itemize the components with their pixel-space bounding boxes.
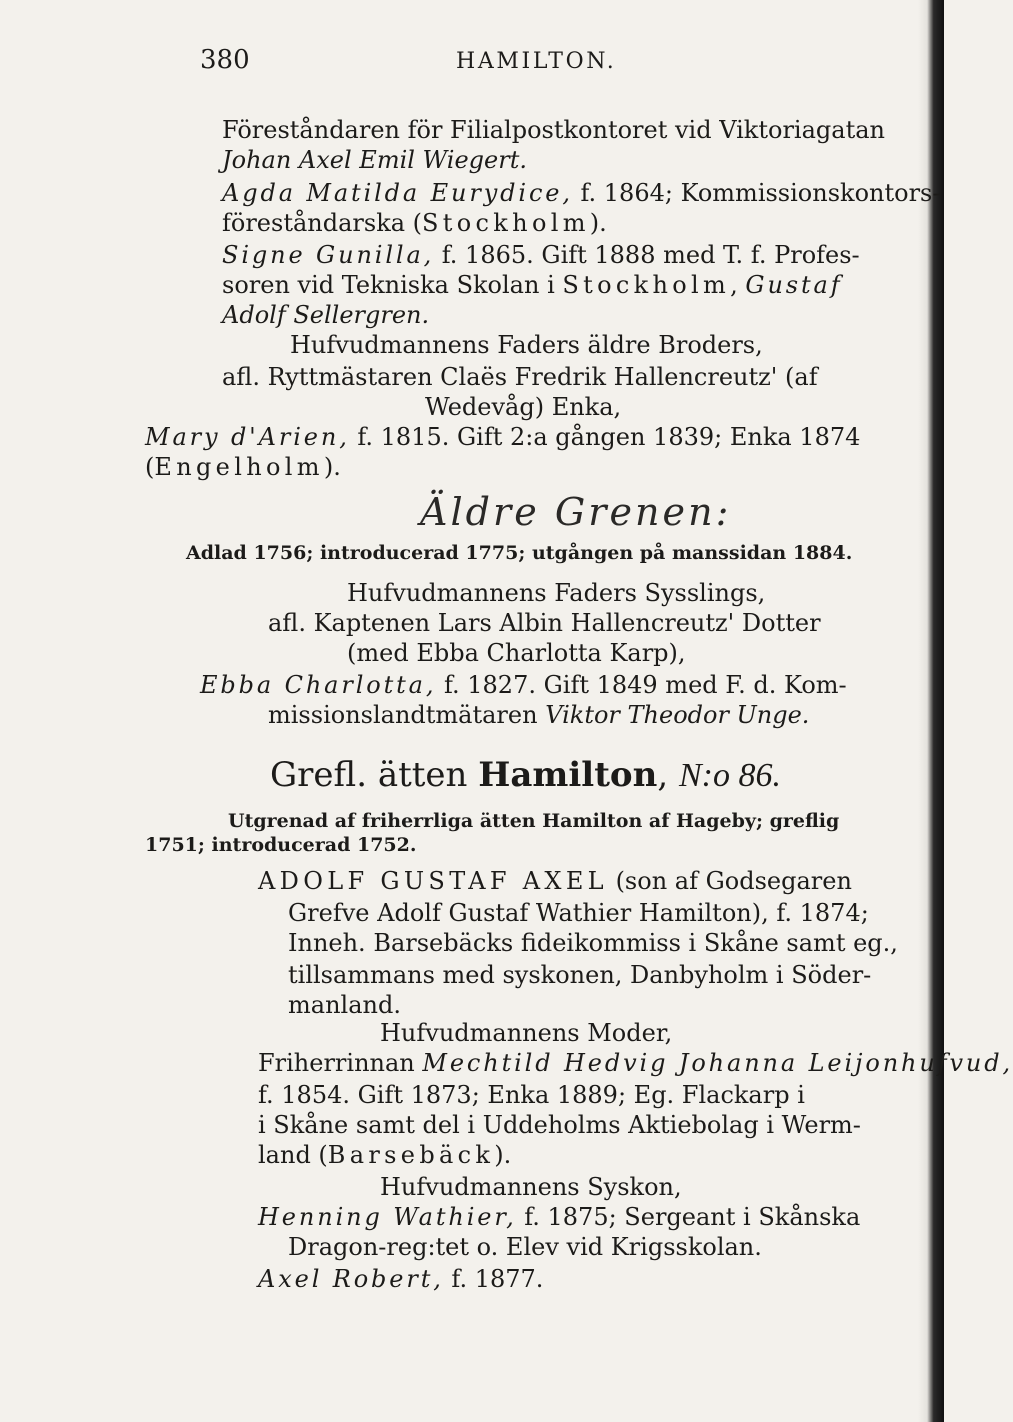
person-name: Adolf Sellergren. bbox=[222, 301, 430, 329]
text-line: f. 1854. Gift 1873; Enka 1889; Eg. Flackarp i bbox=[258, 1081, 805, 1109]
person-name: Agda Matilda Eurydice, bbox=[222, 179, 573, 207]
page-binding-edge bbox=[918, 0, 944, 1422]
place-name: Stockholm bbox=[562, 271, 731, 299]
text: Föreståndaren för Filialpostkontoret vid Viktoriagatan bbox=[222, 116, 885, 144]
person-name: Axel Robert, bbox=[258, 1265, 444, 1293]
family-heading bbox=[270, 755, 781, 795]
text-line bbox=[222, 240, 860, 270]
text-line bbox=[200, 670, 847, 700]
text-line bbox=[258, 866, 852, 896]
text: f. 1865. Gift 1888 med T. f. Profes- bbox=[434, 241, 860, 269]
place-name: Engelholm bbox=[154, 453, 324, 481]
text-line: tillsammans med syskonen, Danbyholm i Söder- bbox=[288, 961, 872, 989]
person-name: Henning Wathier, bbox=[258, 1203, 517, 1231]
text: f. 1815. Gift 2:a gången 1839; Enka 1874 bbox=[349, 423, 861, 451]
text-line bbox=[145, 422, 860, 452]
text: , bbox=[730, 271, 746, 299]
text-line bbox=[268, 700, 809, 730]
text: (son af Godsegaren bbox=[607, 867, 852, 895]
text: Friherrinnan bbox=[258, 1049, 423, 1077]
family-number: N:o 86. bbox=[678, 757, 781, 794]
head-of-family-name: ADOLF GUSTAF AXEL bbox=[258, 867, 608, 895]
text-line bbox=[145, 452, 341, 482]
page-number: 380 bbox=[200, 45, 250, 75]
section-heading: Äldre Grenen: bbox=[420, 490, 732, 534]
text-line: Hufvudmannens Faders äldre Broders, bbox=[290, 331, 763, 359]
text-line bbox=[222, 115, 892, 145]
text-line: Dragon-reg:tet o. Elev vid Krigsskolan. bbox=[288, 1233, 762, 1261]
running-header bbox=[200, 45, 617, 75]
text: ). bbox=[494, 1141, 512, 1169]
text: f. 1877. bbox=[443, 1265, 544, 1293]
text: ). bbox=[589, 209, 607, 237]
text-line: Hufvudmannens Syskon, bbox=[380, 1173, 682, 1201]
text-line bbox=[258, 1264, 543, 1294]
text-line: Adlad 1756; introducerad 1775; utgången på manssidan 1884. bbox=[186, 542, 853, 564]
text: f. 1827. Gift 1849 med F. d. Kom- bbox=[436, 671, 847, 699]
text-line bbox=[222, 178, 940, 208]
family-name: Hamilton bbox=[478, 755, 658, 795]
text: föreståndarska ( bbox=[222, 209, 423, 237]
text-line bbox=[258, 1202, 860, 1232]
text: ). bbox=[323, 453, 341, 481]
text-line bbox=[222, 208, 607, 238]
text-line: afl. Kaptenen Lars Albin Hallencreutz' Dotter bbox=[268, 609, 821, 637]
place-name: Stockholm bbox=[422, 209, 590, 237]
text-line: 1751; introducerad 1752. bbox=[145, 834, 417, 856]
text-line: Grefve Adolf Gustaf Wathier Hamilton), f. 1874; bbox=[288, 899, 869, 927]
text-line bbox=[222, 270, 842, 300]
text: missionslandtmätaren bbox=[268, 701, 546, 729]
text: land ( bbox=[258, 1141, 328, 1169]
text-line: i Skåne samt del i Uddeholms Aktiebolag i Werm- bbox=[258, 1111, 861, 1139]
text-line: Utgrenad af friherrliga ätten Hamilton af Hageby; greflig bbox=[228, 810, 840, 832]
person-name: Signe Gunilla, bbox=[222, 241, 435, 269]
text-line: Inneh. Barsebäcks fideikommiss i Skåne samt eg., bbox=[288, 929, 898, 957]
page-title: HAMILTON. bbox=[456, 49, 617, 74]
person-name: Mary d'Arien, bbox=[145, 423, 350, 451]
text-line: Wedevåg) Enka, bbox=[425, 393, 622, 421]
person-name: Gustaf bbox=[745, 271, 843, 299]
text-line bbox=[258, 1048, 1013, 1078]
text: , bbox=[657, 755, 679, 795]
text-line: afl. Ryttmästaren Claës Fredrik Hallencreutz' (af bbox=[222, 363, 818, 391]
person-name: Mechtild Hedvig Johanna Leijonhufvud, bbox=[422, 1049, 1013, 1077]
text-line: (med Ebba Charlotta Karp), bbox=[347, 639, 686, 667]
text-line: manland. bbox=[288, 991, 401, 1019]
text: f. 1864; Kommissionskontors- bbox=[572, 179, 941, 207]
person-name: Johan Axel Emil Wiegert. bbox=[222, 146, 527, 174]
text: soren vid Tekniska Skolan i bbox=[222, 271, 563, 299]
place-name: Barsebäck bbox=[327, 1141, 495, 1169]
person-name: Ebba Charlotta, bbox=[200, 671, 437, 699]
family-prefix: Grefl. ätten bbox=[270, 755, 479, 795]
text: f. 1875; Sergeant i Skånska bbox=[516, 1203, 861, 1231]
text-line: Hufvudmannens Moder, bbox=[380, 1019, 673, 1047]
text-line bbox=[258, 1140, 511, 1170]
text: ( bbox=[145, 453, 155, 481]
person-name: Viktor Theodor Unge. bbox=[545, 701, 810, 729]
text-line: Hufvudmannens Faders Sysslings, bbox=[347, 579, 766, 607]
